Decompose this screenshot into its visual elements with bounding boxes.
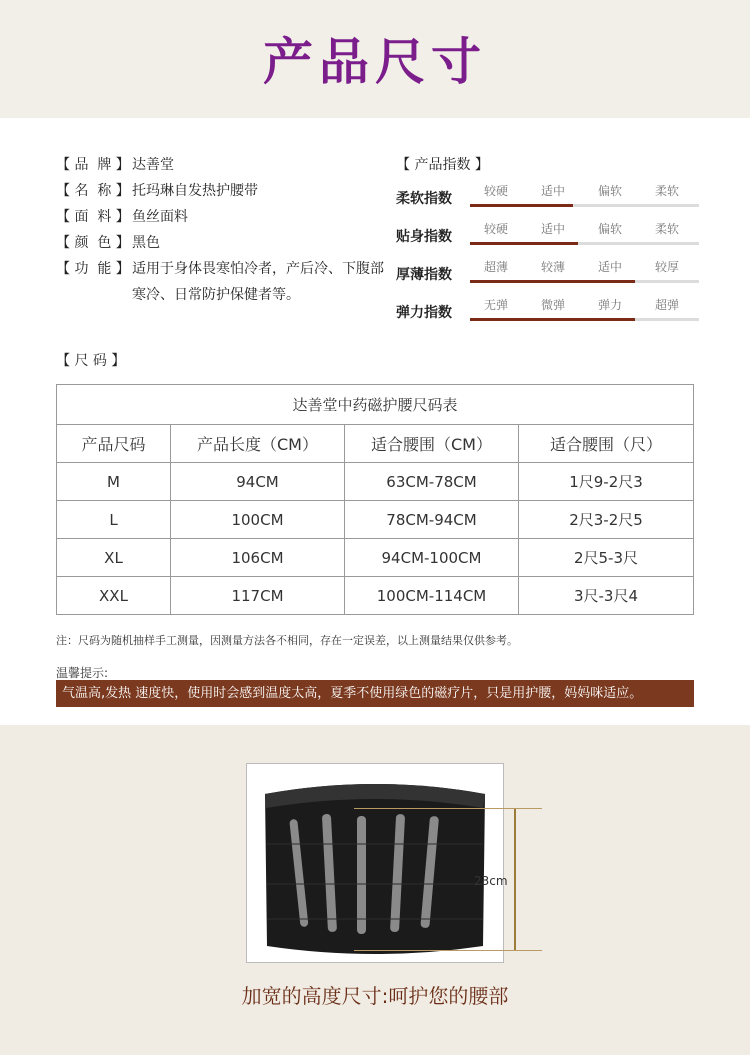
column-header: 产品尺码 [57, 425, 171, 463]
table-cell: 78CM-94CM [345, 501, 519, 539]
info-key: 【 颜 色 】 [56, 235, 130, 251]
product-info-list [56, 152, 386, 308]
index-option: 较厚 [655, 260, 680, 274]
index-option: 较硬 [484, 184, 509, 198]
info-value: 鱼丝面料 [132, 209, 188, 225]
index-option: 无弹 [484, 298, 509, 312]
column-header: 适合腰围（CM） [345, 425, 519, 463]
measure-label: 23cm [474, 874, 508, 888]
table-row [57, 501, 694, 539]
table-cell: 100CM-114CM [345, 577, 519, 615]
column-header: 产品长度（CM） [171, 425, 345, 463]
index-option: 适中 [541, 222, 566, 236]
index-option: 适中 [598, 260, 623, 274]
index-option: 超薄 [484, 260, 509, 274]
tip-banner: 气温高,发热 速度快，使用时会感到温度太高，夏季不使用绿色的磁疗片，只是用护腰，妈妈咪适应。 [56, 680, 694, 707]
index-option: 超弹 [655, 298, 680, 312]
index-bar [470, 318, 699, 321]
measure-line [514, 809, 516, 950]
table-row [57, 463, 694, 501]
table-cell: 63CM-78CM [345, 463, 519, 501]
index-option: 柔软 [655, 184, 680, 198]
table-cell: 2尺5-3尺 [519, 539, 694, 577]
index-option: 偏软 [598, 222, 623, 236]
bottom-caption: 加宽的高度尺寸:呵护您的腰部 [241, 984, 509, 1008]
info-row-fabric [56, 204, 386, 230]
index-option: 弹力 [598, 298, 623, 312]
info-row-function [56, 256, 386, 308]
table-caption-row [57, 385, 694, 425]
tip-label: 温馨提示: [56, 666, 109, 680]
column-header: 适合腰围（尺） [519, 425, 694, 463]
index-name: 弹力指数 [396, 305, 452, 321]
measure-tick-bottom [354, 950, 542, 951]
index-row-softness [396, 182, 701, 212]
table-cell: 106CM [171, 539, 345, 577]
index-name: 贴身指数 [396, 229, 452, 245]
index-option: 偏软 [598, 184, 623, 198]
table-cell: XL [57, 539, 171, 577]
index-row-elasticity [396, 296, 701, 326]
table-cell: L [57, 501, 171, 539]
index-option: 较硬 [484, 222, 509, 236]
table-cell: 94CM-100CM [345, 539, 519, 577]
size-section-heading: 【 尺 码 】 [56, 353, 126, 369]
size-table [56, 384, 694, 615]
index-row-thickness [396, 258, 701, 288]
index-panel-heading: 【 产品指数 】 [396, 157, 489, 173]
page-title: 产品尺寸 [263, 33, 487, 91]
index-option: 适中 [541, 184, 566, 198]
waist-belt-photo [247, 764, 503, 962]
product-photo-frame [246, 763, 504, 963]
index-option: 较薄 [541, 260, 566, 274]
info-row-color [56, 230, 386, 256]
table-cell: XXL [57, 577, 171, 615]
index-fill [470, 280, 635, 283]
info-value: 适用于身体畏寒怕冷者，产后冷、下腹部寒冷、日常防护保健者等。 [132, 261, 384, 303]
info-row-brand [56, 152, 386, 178]
info-key: 【 功 能 】 [56, 261, 130, 277]
measurement-note: 注：尺码为随机抽样手工测量，因测量方法各不相同，存在一定误差，以上测量结果仅供参考。 [56, 634, 518, 647]
index-row-fit [396, 220, 701, 250]
info-key: 【 名 称 】 [56, 183, 130, 199]
table-cell: 1尺9-2尺3 [519, 463, 694, 501]
index-option: 微弹 [541, 298, 566, 312]
table-cell: 2尺3-2尺5 [519, 501, 694, 539]
index-fill [470, 204, 573, 207]
table-cell: 100CM [171, 501, 345, 539]
table-cell: 117CM [171, 577, 345, 615]
table-row [57, 539, 694, 577]
index-name: 柔软指数 [396, 191, 452, 207]
table-cell: 3尺-3尺4 [519, 577, 694, 615]
index-bar [470, 280, 699, 283]
table-header-row [57, 425, 694, 463]
info-value: 托玛琳自发热护腰带 [132, 183, 258, 199]
index-name: 厚薄指数 [396, 267, 452, 283]
table-title: 达善堂中药磁护腰尺码表 [57, 385, 694, 425]
info-row-name [56, 178, 386, 204]
index-fill [470, 318, 635, 321]
info-key: 【 品 牌 】 [56, 157, 130, 173]
index-bar [470, 242, 699, 245]
info-key: 【 面 料 】 [56, 209, 130, 225]
index-fill [470, 242, 578, 245]
table-cell: M [57, 463, 171, 501]
info-value: 黑色 [132, 235, 160, 251]
table-row [57, 577, 694, 615]
index-option: 柔软 [655, 222, 680, 236]
index-bar [470, 204, 699, 207]
table-cell: 94CM [171, 463, 345, 501]
info-value: 达善堂 [132, 157, 174, 173]
